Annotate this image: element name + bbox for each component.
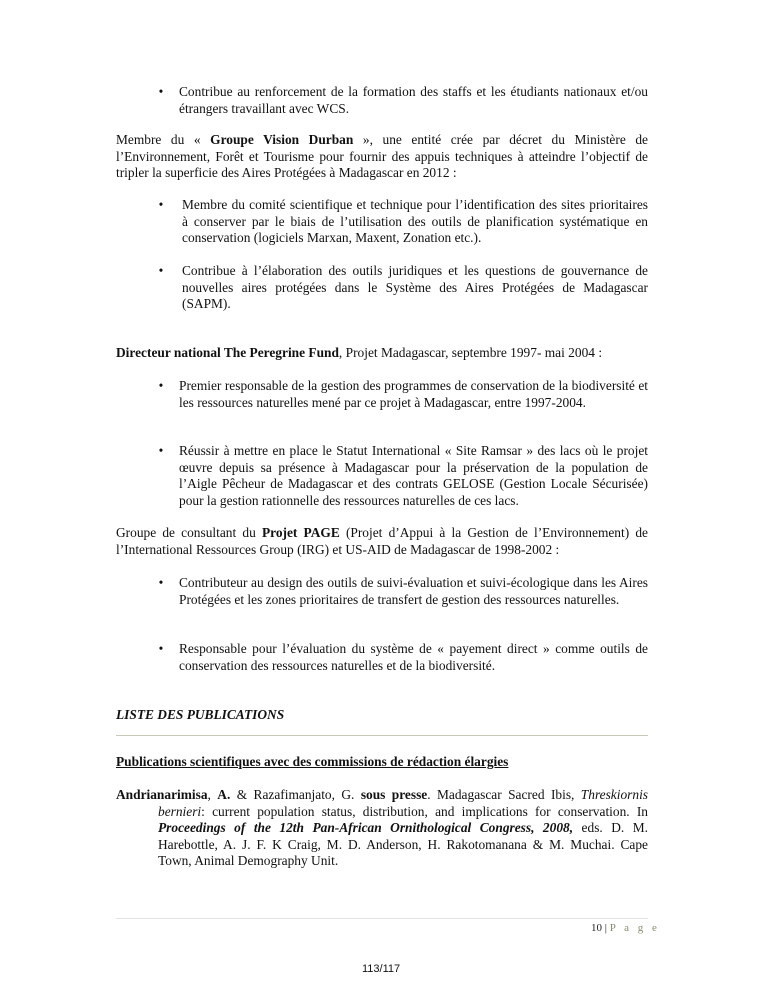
page-bullet-1: Contributeur au design des outils de suivi-évaluation et suivi-écologique dans les Aires Protégées et les zones prioritaires de transfert de gestion des ressources naturelles. (179, 575, 648, 607)
durban-name: Groupe Vision Durban (210, 132, 354, 147)
heading-divider (116, 735, 648, 736)
bullet-marker: • (158, 84, 164, 99)
bullet-marker: • (158, 378, 164, 393)
publications-heading: LISTE DES PUBLICATIONS (116, 707, 285, 722)
section-heading: Publications scientifiques avec des commissions de rédaction élargies (116, 754, 509, 769)
peregrine-paragraph (116, 345, 648, 362)
page-prefix: Groupe de consultant du (116, 525, 262, 540)
page-number: 10 | P a g e (591, 922, 660, 934)
durban-paragraph (116, 132, 648, 182)
peregrine-bullet-2: Réussir à mettre en place le Statut International « Site Ramsar » des lacs où le projet œuvre depuis sa présence à Madagascar pour la préservation de la population de l’Aigle Pêcheur de Madagascar et des contrats GELOSE (Gestion Locale Sécurisée) pour la gestion rationnelle des ressources naturelles de ces lacs. (179, 443, 648, 508)
page-suffix: (Projet d’Appui à la Gestion de l’Environnement) de l’International Ressources Group (IRG) et US-AID de Madagascar de 1998-2002 : (116, 525, 648, 557)
durban-suffix: », une entité crée par décret du Ministère de l’Environnement, Forêt et Tourisme pour fournir des appuis techniques à atteindre l’objectif de tripler la superficie des Aires Protégées à Madagascar en 2012 : (116, 132, 648, 180)
citation-sep: , (207, 787, 218, 802)
peregrine-title: Directeur national The Peregrine Fund (116, 345, 339, 360)
page-name: Projet PAGE (261, 525, 340, 540)
durban-prefix: Membre du « (116, 132, 211, 147)
peregrine-bullet-1: Premier responsable de la gestion des programmes de conservation de la biodiversité et les ressources naturelles mené par ce projet à Madagascar, entre 1997-2004. (179, 378, 648, 410)
citation-coauthor: & Razafimanjato, G. (230, 787, 361, 802)
citation-initial: A. (217, 787, 231, 802)
page-paragraph (116, 525, 648, 558)
citation-title: . Madagascar Sacred Ibis, (427, 787, 581, 802)
citation (116, 787, 648, 870)
durban-bullet-1: Membre du comité scientifique et technique pour l’identification des sites prioritaires à conserver par le biais de l’utilisation des outils de planification systématique en conservation (logiciels Marxan, Maxent, Zonation etc.). (182, 197, 648, 245)
footer-divider (116, 918, 648, 919)
bullet-marker: • (158, 263, 164, 278)
wcs-bullet-text: Contribue au renforcement de la formation des staffs et les étudiants nationaux et/ou étrangers travaillant avec WCS. (179, 84, 648, 116)
citation-author: Andrianarimisa (116, 787, 208, 802)
peregrine-rest: , Projet Madagascar, septembre 1997- mai 2004 : (338, 345, 603, 360)
citation-title-cont: : current population status, distribution, and implications for conservation. In (201, 803, 648, 819)
citation-proceedings: Proceedings of the 12th Pan-African Ornithological Congress, 2008, (158, 820, 574, 835)
bullet-marker: • (158, 197, 164, 212)
bullet-marker: • (158, 641, 164, 656)
citation-status: sous presse (360, 787, 428, 802)
bullet-marker: • (158, 443, 164, 458)
citation-eds: eds. D. M. Harebottle, A. J. F. K Craig, M. D. Anderson, H. Rakotomanana & M. Muchai. Cape Town, Animal Demography Unit. (158, 820, 649, 868)
pdf-page-count: 113/117 (362, 963, 401, 975)
page-bullet-2: Responsable pour l’évaluation du système de « payement direct » comme outils de conservation des ressources naturelles et de la biodiversité. (179, 641, 648, 673)
bullet-marker: • (158, 575, 164, 590)
page-word: P a g e (609, 922, 660, 934)
page-number-value: 10 (591, 922, 602, 934)
durban-bullet-2: Contribue à l’élaboration des outils juridiques et les questions de gouvernance de nouvelles aires protégées dans le Système des Aires Protégées de Madagascar (SAPM). (182, 263, 648, 311)
citation-species: Threskiornis bernieri (158, 787, 649, 819)
